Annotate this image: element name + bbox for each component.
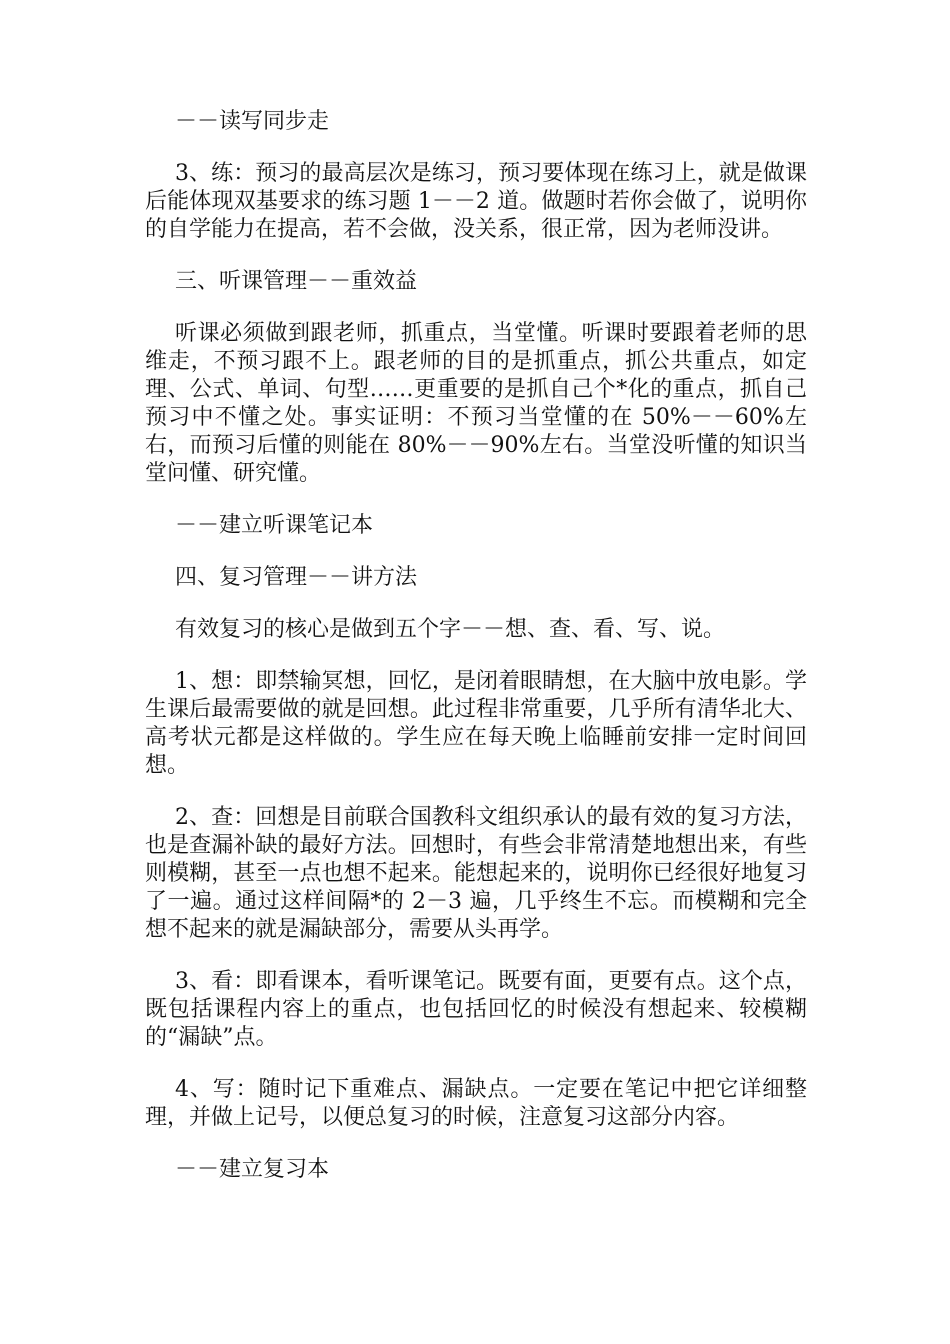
paragraph-review-core: 有效复习的核心是做到五个字－－想、查、看、写、说。 bbox=[175, 617, 726, 642]
paragraph-think: 1、想：即禁输冥想，回忆，是闭着眼睛想，在大脑中放电影。学生课后最需要做的就是回想。此过程非常重要，几乎所有清华北大、高考状元都是这样做的。学生应在每天晚上临睡前安排一定时间回想。 bbox=[145, 669, 807, 778]
document-page bbox=[145, 108, 807, 1208]
section-heading-review: 四、复习管理－－讲方法 bbox=[175, 565, 418, 590]
paragraph-check: 2、查：回想是目前联合国教科文组织承认的最有效的复习方法，也是查漏补缺的最好方法。回想时，有些会非常清楚地想出来，有些则模糊，甚至一点也想不起来。能想起来的，说明你已经很好地复习了一遍。通过这样间隔*的 2－3 遍，几乎终生不忘。而模糊和完全想不起来的就是漏缺部分，需要从头再学。 bbox=[145, 805, 807, 942]
paragraph-write: 4、写：随时记下重难点、漏缺点。一定要在笔记中把它详细整理，并做上记号，以便总复习的时候，注意复习这部分内容。 bbox=[145, 1077, 807, 1130]
subheading-read-write: －－读写同步走 bbox=[175, 109, 330, 134]
paragraph-listening: 听课必须做到跟老师，抓重点，当堂懂。听课时要跟着老师的思维走，不预习跟不上。跟老师的目的是抓重点，抓公共重点，如定理、公式、单词、句型……更重要的是抓自己个*化的重点，抓自己预习中不懂之处。事实证明：不预习当堂懂的在 50%－－60%左右，而预习后懂的则能在 80%－－90%左右。当堂没听懂的知识当堂问懂、研究懂。 bbox=[145, 321, 807, 486]
subheading-review-book: －－建立复习本 bbox=[175, 1157, 330, 1182]
paragraph-practice: 3、练：预习的最高层次是练习，预习要体现在练习上，就是做课后能体现双基要求的练习题 1－－2 道。做题时若你会做了，说明你的自学能力在提高，若不会做，没关系，很正常，因为老师没讲。 bbox=[145, 161, 807, 242]
section-heading-listening: 三、听课管理－－重效益 bbox=[175, 269, 418, 294]
subheading-notebook: －－建立听课笔记本 bbox=[175, 513, 374, 538]
paragraph-look: 3、看：即看课本，看听课笔记。既要有面，更要有点。这个点，既包括课程内容上的重点，也包括回忆的时候没有想起来、较模糊的“漏缺”点。 bbox=[145, 969, 807, 1050]
